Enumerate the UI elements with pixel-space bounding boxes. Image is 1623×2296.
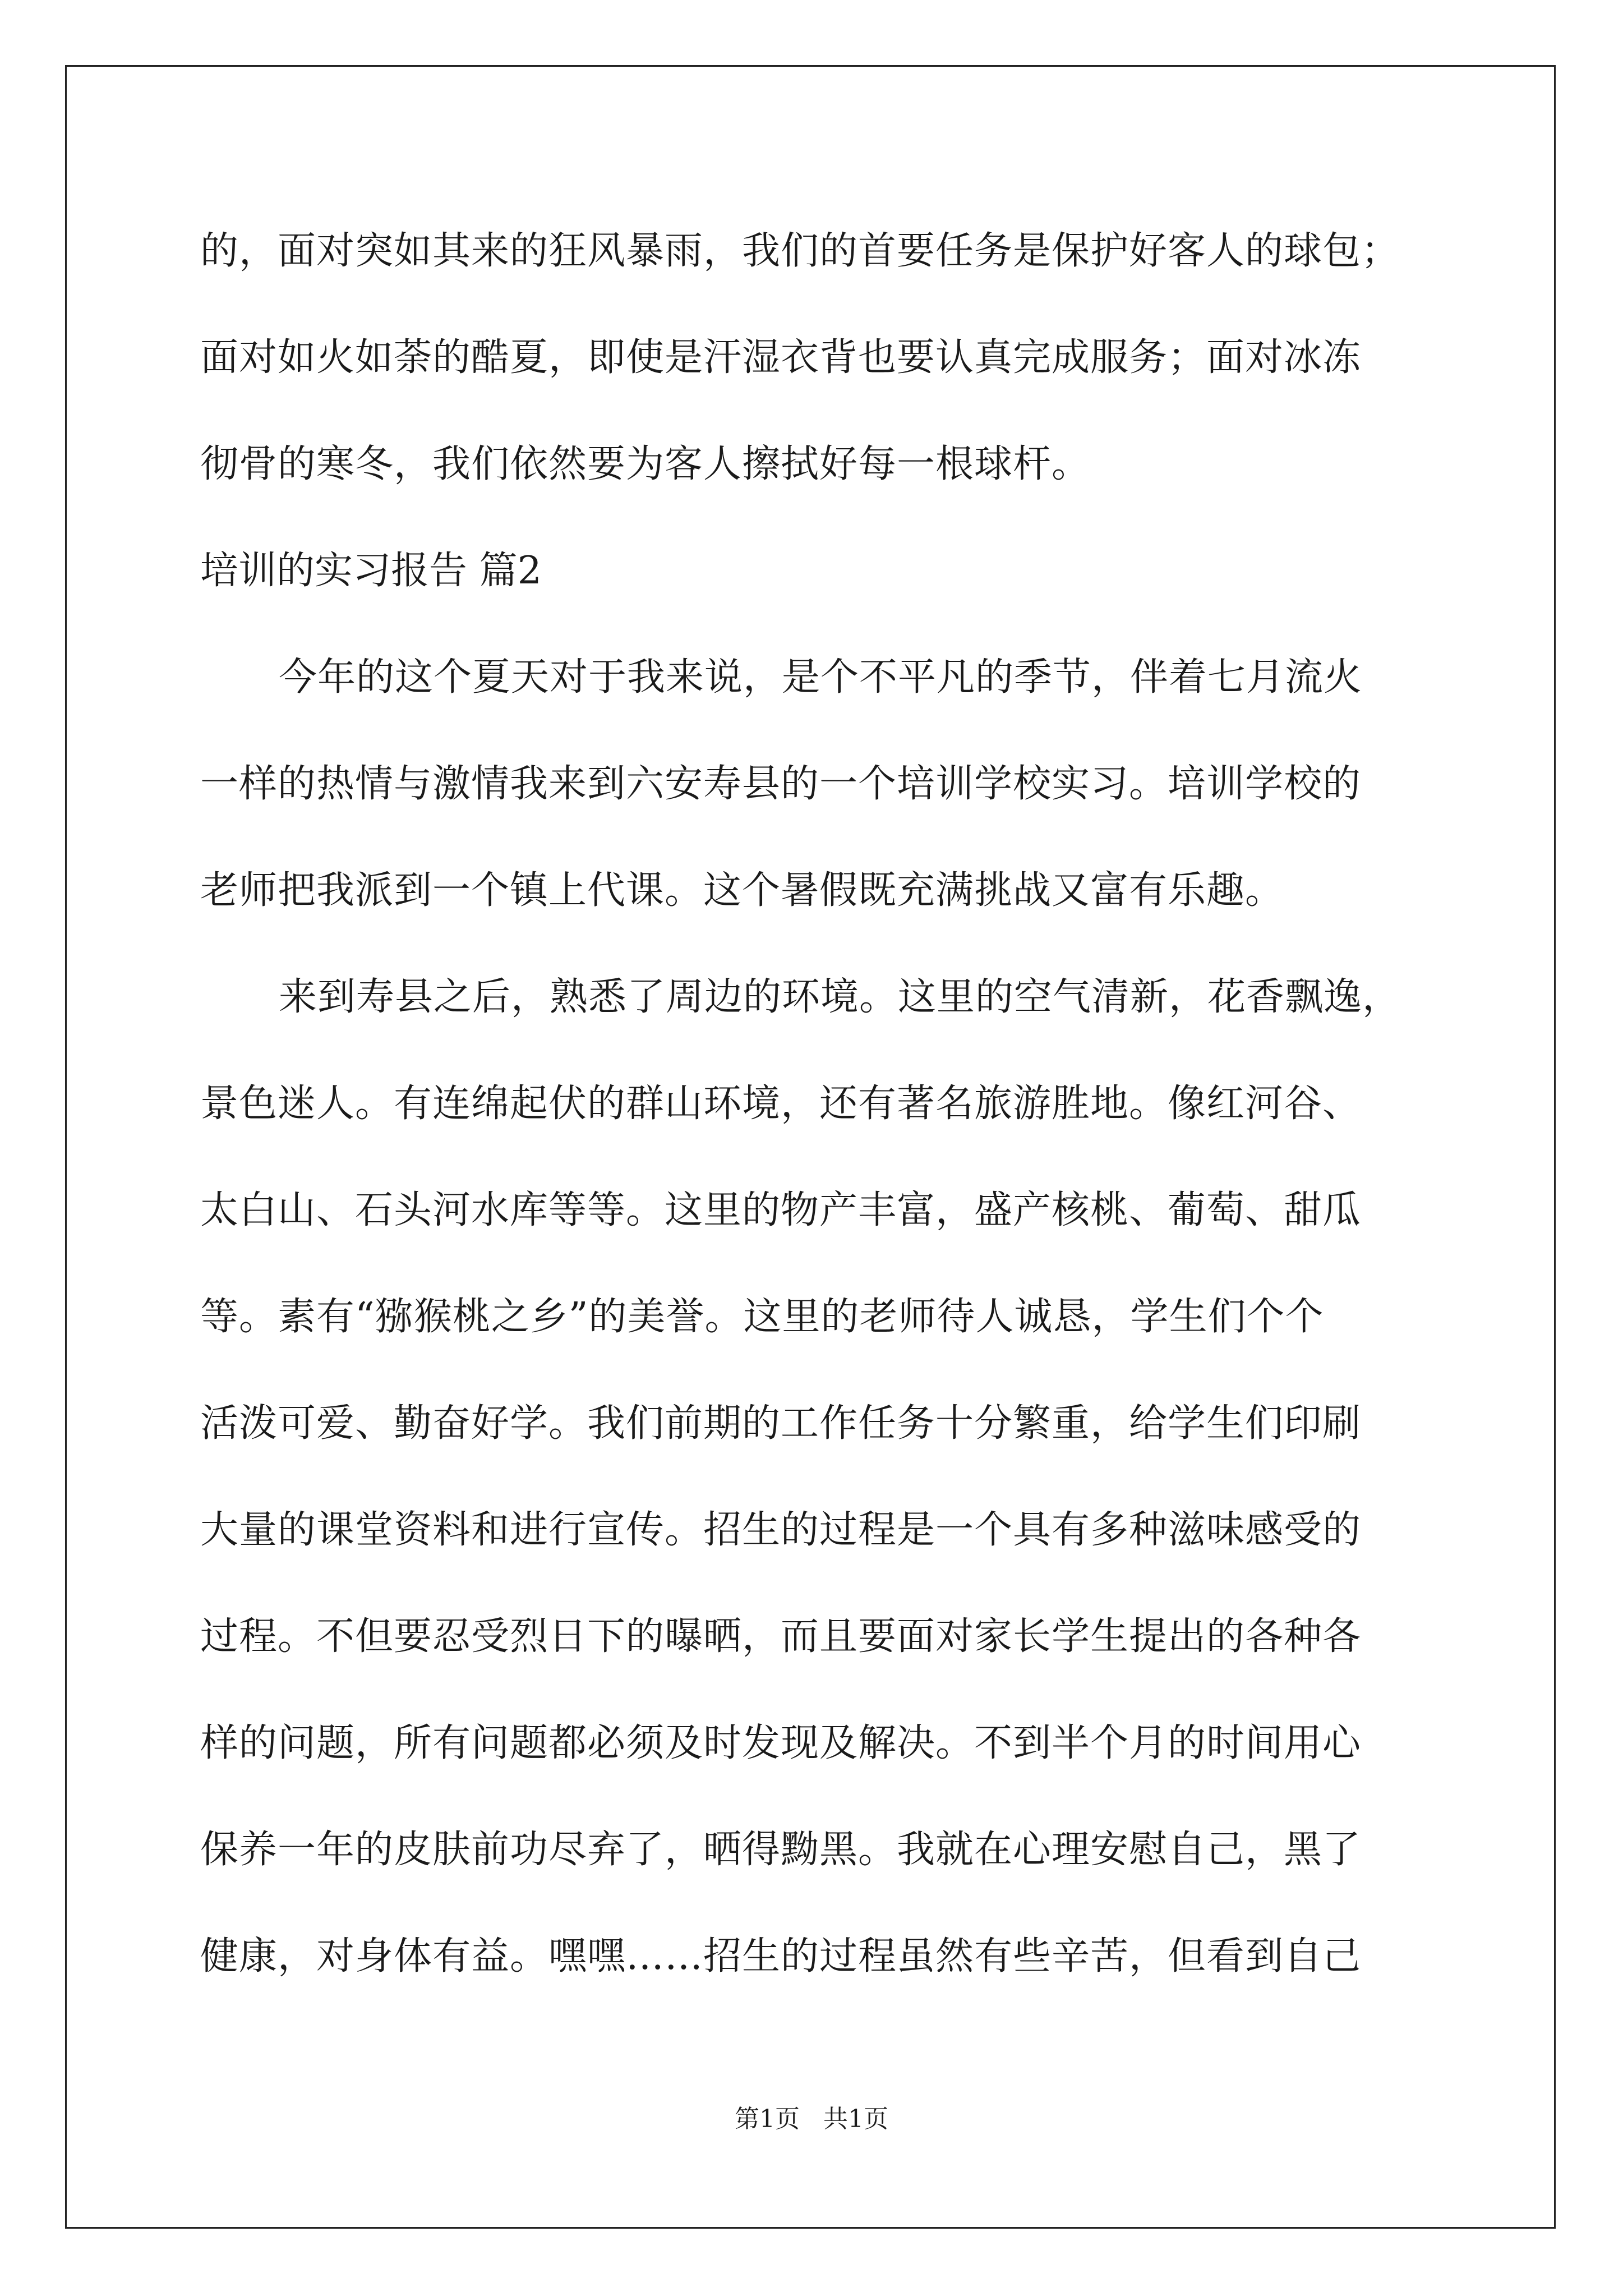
paragraph-line: 等。素有“猕猴桃之乡”的美誉。这里的老师待人诚恳，学生们个个 bbox=[200, 1295, 1324, 1339]
page-number: 第1页 bbox=[735, 2105, 800, 2133]
page-total: 共1页 bbox=[823, 2105, 888, 2133]
paragraph-line: 健康，对身体有益。嘿嘿……招生的过程虽然有些辛苦，但看到自己 bbox=[200, 1934, 1362, 1978]
paragraph-line: 太白山、石头河水库等等。这里的物产丰富，盛产核桃、葡萄、甜瓜 bbox=[200, 1188, 1362, 1232]
paragraph-line: 一样的热情与激情我来到六安寿县的一个培训学校实习。培训学校的 bbox=[200, 762, 1362, 806]
paragraph-line: 活泼可爱、勤奋好学。我们前期的工作任务十分繁重，给学生们印刷 bbox=[200, 1401, 1362, 1446]
page-border bbox=[65, 65, 1556, 2229]
text-line: 面对如火如荼的酷夏，即使是汗湿衣背也要认真完成服务；面对冰冻 bbox=[200, 335, 1362, 380]
paragraph-line: 来到寿县之后，熟悉了周边的环境。这里的空气清新，花香飘逸， bbox=[279, 975, 1401, 1019]
paragraph-line: 过程。不但要忍受烈日下的曝晒，而且要面对家长学生提出的各种各 bbox=[200, 1614, 1362, 1659]
text-line: 的，面对突如其来的狂风暴雨，我们的首要任务是保护好客人的球包； bbox=[200, 229, 1400, 273]
paragraph-line: 老师把我派到一个镇上代课。这个暑假既充满挑战又富有乐趣。 bbox=[200, 868, 1284, 913]
page-footer bbox=[0, 2105, 1623, 2134]
paragraph-line: 大量的课堂资料和进行宣传。招生的过程是一个具有多种滋味感受的 bbox=[200, 1508, 1362, 1552]
paragraph-line: 保养一年的皮肤前功尽弃了，晒得黝黑。我就在心理安慰自己，黑了 bbox=[200, 1828, 1362, 1872]
paragraph-line: 样的问题，所有问题都必须及时发现及解决。不到半个月的时间用心 bbox=[200, 1721, 1362, 1765]
section-heading: 培训的实习报告 篇2 bbox=[200, 549, 542, 593]
paragraph-line: 今年的这个夏天对于我来说，是个不平凡的季节，伴着七月流火 bbox=[279, 655, 1363, 700]
paragraph-line: 景色迷人。有连绵起伏的群山环境，还有著名旅游胜地。像红河谷、 bbox=[200, 1082, 1362, 1126]
text-line: 彻骨的寒冬，我们依然要为客人擦拭好每一根球杆。 bbox=[200, 442, 1091, 486]
